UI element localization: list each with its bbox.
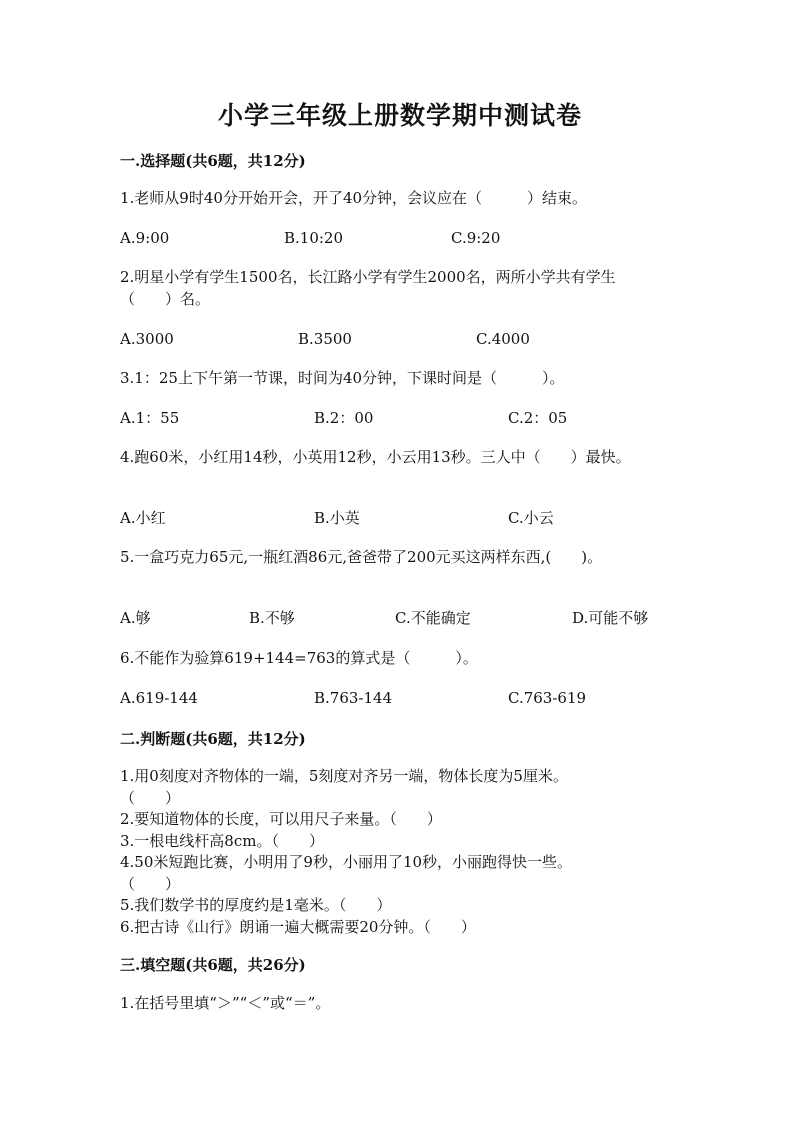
choice-1-option-a: A.9:00 [120, 229, 170, 247]
choice-6-option-a: A.619-144 [120, 689, 198, 707]
choice-1-option-b: B.10:20 [284, 229, 344, 247]
choice-2-option-b: B.3500 [298, 330, 352, 348]
judgement-line: 1.用0刻度对齐物体的一端，5刻度对齐另一端，物体长度为5厘米。 [120, 767, 568, 785]
choice-question-5: 5.一盒巧克力65元,一瓶红酒86元,爸爸带了200元买这两样东西,( )。 [120, 548, 603, 566]
judgement-list [120, 766, 690, 938]
choice-6-option-c: C.763-619 [508, 689, 587, 707]
choice-question-6: 6.不能作为验算619+144=763的算式是（ ）。 [120, 649, 478, 667]
choice-5-option-a: A.够 [120, 609, 151, 627]
judgement-line: （ ） [120, 788, 181, 807]
choice-question-2 [120, 266, 690, 310]
page-title: 小学三年级上册数学期中测试卷 [217, 101, 582, 130]
section-choice-header: 一.选择题(共6题，共12分) [120, 152, 306, 170]
judgement-line: 5.我们数学书的厚度约是1毫米。（ ） [120, 896, 392, 914]
choice-3-option-c: C.2：05 [508, 409, 568, 427]
section-judgement-header: 二.判断题(共6题，共12分) [120, 730, 306, 748]
choice-2-option-a: A.3000 [120, 330, 174, 348]
choice-2-option-c: C.4000 [476, 330, 530, 348]
choice-6-option-b: B.763-144 [314, 689, 393, 707]
fill-question-1: 1.在括号里填“＞”“＜”或“＝”。 [120, 994, 331, 1012]
choice-question-2-line-1: 2.明星小学有学生1500名，长江路小学有学生2000名，两所小学共有学生 [120, 268, 616, 286]
choice-question-4: 4.跑60米，小红用14秒，小英用12秒，小云用13秒。三人中（ ）最快。 [120, 448, 631, 466]
choice-5-option-c: C.不能确定 [395, 609, 471, 627]
judgement-line: 3.一根电线杆高8cm。（ ） [120, 831, 324, 850]
choice-4-option-c: C.小云 [508, 509, 554, 527]
choice-3-option-a: A.1：55 [120, 409, 180, 427]
choice-1-option-c: C.9:20 [451, 229, 501, 247]
judgement-line: 6.把古诗《山行》朗诵一遍大概需要20分钟。（ ） [120, 917, 476, 936]
choice-5-option-d: D.可能不够 [572, 609, 649, 627]
choice-3-option-b: B.2：00 [314, 409, 374, 427]
judgement-line: （ ） [120, 874, 181, 893]
section-fill-header: 三.填空题(共6题，共26分) [120, 956, 306, 974]
choice-question-3: 3.1：25上下午第一节课，时间为40分钟，下课时间是（ ）。 [120, 369, 565, 387]
choice-question-2-line-2: （ ）名。 [120, 290, 211, 308]
choice-5-option-b: B.不够 [249, 609, 295, 627]
judgement-line: 4.50米短跑比赛，小明用了9秒，小丽用了10秒，小丽跑得快一些。 [120, 853, 573, 871]
choice-question-1: 1.老师从9时40分开始开会，开了40分钟，会议应在（ ）结束。 [120, 189, 588, 207]
judgement-line: 2.要知道物体的长度，可以用尺子来量。（ ） [120, 810, 442, 828]
choice-4-option-b: B.小英 [314, 509, 360, 527]
choice-4-option-a: A.小红 [120, 509, 166, 527]
